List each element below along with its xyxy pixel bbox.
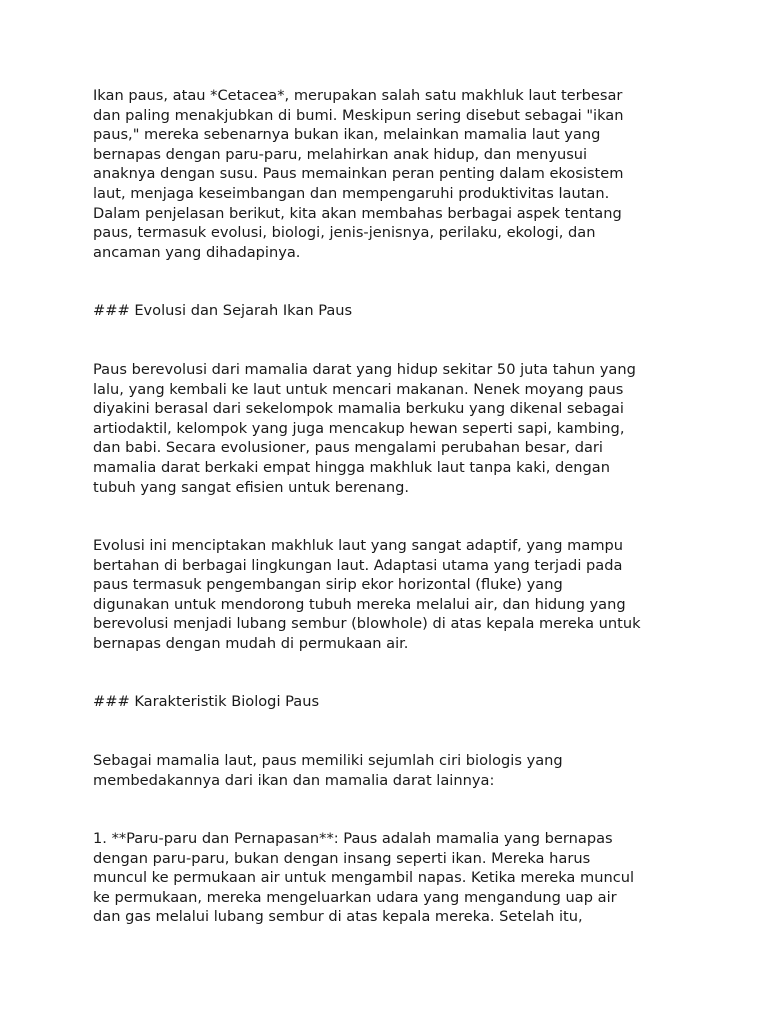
biologi-intro-paragraph: Sebagai mamalia laut, paus memiliki sejumlah ciri biologis yang membedakannya dari ikan dan mamalia darat lainnya: [93, 752, 563, 789]
section-heading-biologi: ### Karakteristik Biologi Paus [93, 693, 320, 710]
list-item-paru-paru: 1. **Paru-paru dan Pernapasan**: Paus adalah mamalia yang bernapas dengan paru-paru, bukan dengan insang seperti ikan. Mereka harus muncul ke permukaan air untuk mengambil napas. Ketika mereka muncul ke permukaan, mereka mengeluarkan udara yang mengandung uap air dan gas melalui lubang sembur di atas kepala mereka. Setelah itu, [93, 830, 635, 926]
evolusi-paragraph-1: Paus berevolusi dari mamalia darat yang hidup sekitar 50 juta tahun yang lalu, yang kembali ke laut untuk mencari makanan. Nenek moyang paus diyakini berasal dari sekelompok mamalia berkuku yang dikenal sebagai artiodaktil, kelompok yang juga mencakup hewan seperti sapi, kambing, dan babi. Secara evolusioner, paus mengalami perubahan besar, dari mamalia darat berkaki empat hingga makhluk laut tanpa kaki, dengan tubuh yang sangat efisien untuk berenang. [93, 361, 636, 496]
evolusi-paragraph-2: Evolusi ini menciptakan makhluk laut yang sangat adaptif, yang mampu bertahan di berbagai lingkungan laut. Adaptasi utama yang terjadi pada paus termasuk pengembangan sirip ekor horizontal (fluke) yang digunakan untuk mendorong tubuh mereka melalui air, dan hidung yang berevolusi menjadi lubang sembur (blowhole) di atas kepala mereka untuk bernapas dengan mudah di permukaan air. [93, 537, 641, 652]
section-heading-evolusi: ### Evolusi dan Sejarah Ikan Paus [93, 302, 353, 319]
intro-paragraph: Ikan paus, atau *Cetacea*, merupakan salah satu makhluk laut terbesar dan paling menakjubkan di bumi. Meskipun sering disebut sebagai "ikan paus," mereka sebenarnya bukan ikan, melainkan mamalia laut yang bernapas dengan paru-paru, melahirkan anak hidup, dan menyusui anaknya dengan susu. Paus memainkan peran penting dalam ekosistem laut, menjaga keseimbangan dan mempengaruhi produktivitas lautan. Dalam penjelasan berikut, kita akan membahas berbagai aspek tentang paus, termasuk evolusi, biologi, jenis-jenisnya, perilaku, ekologi, dan ancaman yang dihadapinya. [93, 87, 624, 261]
